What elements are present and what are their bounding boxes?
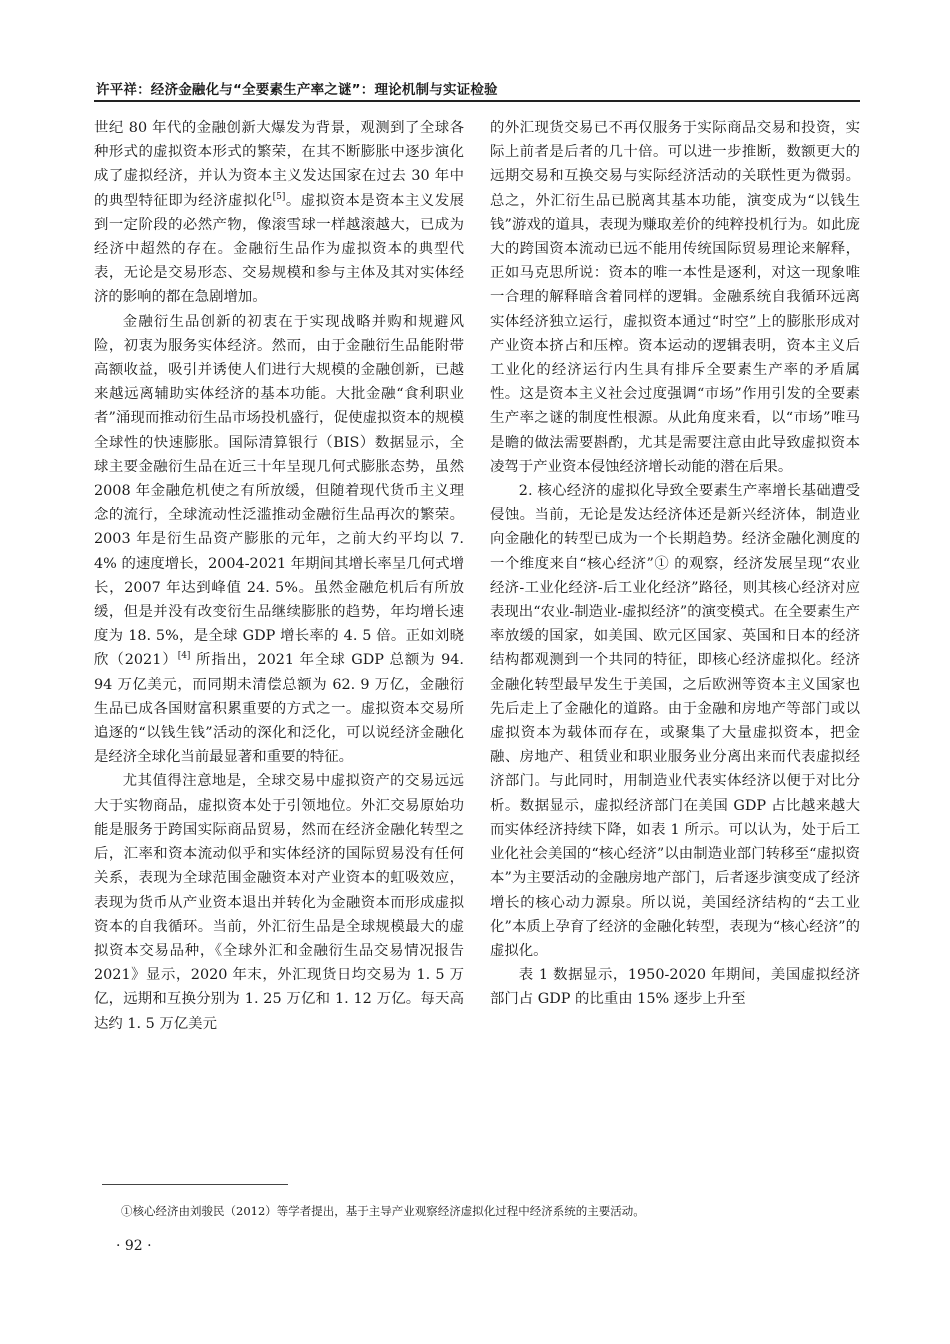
page-number: · 92 · bbox=[116, 1238, 152, 1254]
text-run: 所指出，2021 年全球 GDP 总额为 94. 94 万亿美元，而同期未清偿总额为 62. 9 万亿，金融衍生品已成各国财富积累重要的方式之一。虚拟资本交易所追逐的“以钱生钱”活动的深化和泛化，可以说经济金融化是经济全球化当前最显著和重要的特征。 bbox=[94, 652, 464, 766]
citation-ref: [4] bbox=[177, 651, 191, 662]
paragraph bbox=[94, 310, 464, 770]
footnote-divider bbox=[102, 1184, 288, 1185]
right-column bbox=[490, 116, 860, 1012]
running-header: 许平祥：经济金融化与“全要素生产率之谜”：理论机制与实证检验 bbox=[96, 82, 498, 98]
text-run: 金融衍生品创新的初衷在于实现战略并购和规避风险，初衷为服务实体经济。然而，由于金融衍生品能附带高额收益，吸引并诱使人们进行大规模的金融创新，已越来越远离辅助实体经济的基本功能。大批金融“食利职业者”涌现而推动衍生品市场投机盛行，促使虚拟资本的规模全球性的快速膨胀。国际清算银行（BIS）数据显示，全球主要金融衍生品在近三十年呈现几何式膨胀态势，虽然 2008 年金融危机使之有所放缓，但随着现代货币主义理念的流行，全球流动性泛滥推动金融衍生品再次的繁荣。2003 年是衍生品资产膨胀的元年，之前大约平均以 7. 4% 的速度增长，2004-2021 年期间其增长率呈几何式增长，2007 年达到峰值 24. 5%。虽然金融危机后有所放缓，但是并没有改变衍生品继续膨胀的趋势，年均增长速度为 18. 5%，是全球 GDP 增长率的 4. 5 倍。正如刘晓欣（2021） bbox=[94, 313, 464, 669]
text-run: 2. 核心经济的虚拟化导致全要素生产率增长基础遭受侵蚀。当前，无论是发达经济体还是新兴经济体，制造业向金融化的转型已成为一个长期趋势。经济金融化测度的一个维度来自“核心经济”① 的观察，经济发展呈现“农业经济-工业化经济-后工业化经济”路径，则其核心经济对应表现出“农业-制造业-虚拟经济”的演变模式。在全要素生产率放缓的国家，如美国、欧元区国家、英国和日本的经济结构都观测到一个共同的特征，即核心经济虚拟化。经济金融化转型最早发生于美国，之后欧洲等资本主义国家也先后走上了金融化的道路。由于金融和房地产等部门或以虚拟资本为载体而存在，或聚集了大量虚拟资本，把金融、房地产、租赁业和职业服务业分离出来而代表虚拟经济部门。与此同时，用制造业代表实体经济以便于对比分析。数据显示，虚拟经济部门在美国 GDP 占比越来越大而实体经济持续下降，如表 1 所示。可以认为，处于后工业化社会美国的“核心经济”以由制造业部门转移至“虚拟资本”为主要活动的金融房地产部门，后者逐步演变成了经济增长的核心动力源泉。所以说，美国经济结构的“去工业化”本质上孕育了经济的金融化转型，表现为“核心经济”的虚拟化。 bbox=[490, 483, 860, 959]
text-run: 。虚拟资本是资本主义发展到一定阶段的必然产物，像滚雪球一样越滚越大，已成为经济中超然的存在。金融衍生品作为虚拟资本的典型代表，无论是交易形态、交易规模和参与主体及其对实体经济的影响的都在急剧增加。 bbox=[94, 192, 464, 306]
paragraph bbox=[94, 116, 464, 310]
footnote: ①核心经济由刘骏民（2012）等学者提出，基于主导产业观察经济虚拟化过程中经济系统的主要活动。 bbox=[121, 1204, 645, 1218]
citation-ref: [5] bbox=[272, 191, 286, 202]
paragraph bbox=[490, 479, 860, 963]
paragraph bbox=[490, 116, 860, 479]
header-divider bbox=[94, 100, 860, 102]
text-run: 的外汇现货交易已不再仅服务于实际商品交易和投资，实际上前者是后者的几十倍。可以进一步推断，数额更大的远期交易和互换交易与实际经济活动的关联性更为微弱。总之，外汇衍生品已脱离其基本功能，演变成为“以钱生钱”游戏的道具，表现为赚取差价的纯粹投机行为。如此庞大的跨国资本流动已远不能用传统国际贸易理论来解释，正如马克思所说：资本的唯一本性是逐利，对这一现象唯一合理的解释暗含着同样的逻辑。金融系统自我循环远离实体经济独立运行，虚拟资本通过“时空”上的膨胀形成对产业资本挤占和压榨。资本运动的逻辑表明，资本主义后工业化的经济运行内生具有排斥全要素生产率的矛盾属性。这是资本主义社会过度强调“市场”作用引发的全要素生产率之谜的制度性根源。从此角度来看，以“市场”唯马是瞻的做法需要斟酌，尤其是需要注意由此导致虚拟资本凌驾于产业资本侵蚀经济增长动能的潜在后果。 bbox=[490, 120, 860, 475]
text-run: 尤其值得注意地是，全球交易中虚拟资产的交易远远大于实物商品，虚拟资本处于引领地位。外汇交易原始功能是服务于跨国实际商品贸易，然而在经济金融化转型之后，汇率和资本流动似乎和实体经济的国际贸易没有任何关系，表现为全球范围金融资本对产业资本的虹吸效应，表现为货币从产业资本退出并转化为金融资本而形成虚拟资本的自我循环。当前，外汇衍生品是全球规模最大的虚拟资本交易品种，《全球外汇和金融衍生品交易情况报告 2021》显示，2020 年末，外汇现货日均交易为 1. 5 万亿，远期和互换分别为 1. 25 万亿和 1. 12 万亿。每天高达约 1. 5 万亿美元 bbox=[94, 773, 464, 1032]
left-column bbox=[94, 116, 464, 1036]
paragraph bbox=[490, 963, 860, 1011]
paragraph bbox=[94, 769, 464, 1035]
text-run: 世纪 80 年代的金融创新大爆发为背景，观测到了全球各种形式的虚拟资本形式的繁荣，在其不断膨胀中逐步演化成了虚拟经济，并认为资本主义发达国家在过去 30 年中的典型特征即为经济虚拟化 bbox=[94, 120, 464, 209]
text-run: 表 1 数据显示，1950-2020 年期间，美国虚拟经济部门占 GDP 的比重由 15% 逐步上升至 bbox=[490, 967, 860, 1008]
